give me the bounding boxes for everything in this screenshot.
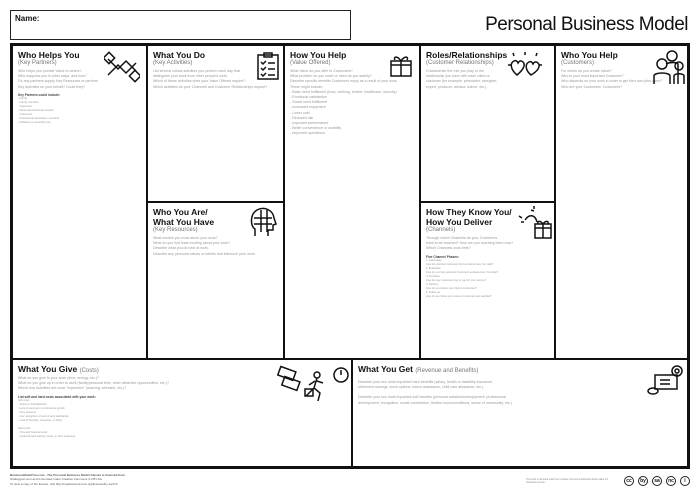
license-note: This work is licensed under the Creative Commons Attribution-Share Alike 3.0 Unported License. (526, 477, 609, 484)
list-item: - Lack of flexibility, resources, or ability (18, 418, 63, 422)
list-title: Five Channel Phases: (426, 254, 459, 259)
list-item: - Customers (18, 112, 33, 116)
cc-icon: cc (624, 476, 634, 486)
block-prompt: - Basic need fulfillment (food, clothing, shelter, healthcare, security) (290, 89, 397, 94)
gift-icon (390, 53, 412, 77)
block-prompt: What excites you most about your work? (153, 236, 218, 240)
block-title: What You Get (Revenue and Benefits) (358, 364, 479, 374)
block-prompt: - Improved operations (290, 131, 325, 136)
head-icon (249, 206, 277, 238)
block-prompt: Who supports you in other ways, and how? (18, 74, 87, 79)
info-icon: i (680, 476, 690, 486)
list-item: How do you follow up to ensure Customers are satisfied? (426, 294, 492, 298)
block-revenue[interactable] (352, 359, 688, 467)
hearts-icon (507, 51, 543, 81)
list-item: How do you deliver your help to Customers? (426, 286, 478, 290)
people-icon (652, 50, 686, 86)
block-title: Who You Help (561, 50, 618, 60)
list-item: Soft costs (18, 398, 30, 402)
footer-line: Strategyzer.com and is licensed under Creative Commons 3.0 BY-SA (10, 477, 102, 482)
block-prompt: What Value do you offer to Customers? (290, 69, 353, 73)
sa-icon: sa (652, 476, 662, 486)
list-title: Key Partners could include: (18, 92, 61, 97)
block-subtitle: (Key Partners) (18, 60, 57, 66)
handshake-icon (104, 51, 140, 83)
block-prompt: Key Activities on your behalf? Could they? (18, 84, 86, 89)
block-prompt: - Social need fulfillment (290, 100, 328, 105)
clipboard-icon (257, 52, 279, 80)
block-subtitle: (Costs) (79, 368, 99, 374)
block-prompt: What problem do you solve or need do you satisfy? (290, 74, 372, 79)
block-prompt: retirement savings, stock options, tuition assistance, child care allowance, etc.). (358, 385, 485, 390)
block-prompt: Through which Channels do your Customers (426, 236, 498, 240)
list-item: How do potential Customers find out about How You Help? (426, 262, 494, 266)
list-item: 4. Delivery (426, 282, 439, 286)
block-title: How You Help (290, 50, 347, 60)
list-item: 5. Follow-up (426, 290, 441, 294)
block-title: How You Deliver (426, 217, 493, 227)
block-prompt: Do any partners supply Key Resources or perform (18, 79, 98, 84)
block-prompt: Which Key Activities are most "expensive" (draining, stressful, etc.)? (18, 386, 127, 391)
list-item: - Family (18, 96, 28, 100)
footer-credits (10, 473, 125, 486)
list-item: How do new Customers buy or pay for your service? (426, 278, 487, 282)
list-item: - Unreimbursed training, travel, or other expenses (18, 434, 76, 438)
block-prompt: customer (for example: persuader, caregiver, (426, 79, 498, 84)
block-prompt: relationship you have with each client or (426, 74, 490, 79)
block-subtitle: (Key Activities) (153, 60, 193, 66)
block-prompt: - Improved performance (290, 121, 329, 126)
list-item: - Professional association members (18, 116, 60, 120)
block-prompt: What do you give to your work (time, energy, etc.)? (18, 376, 100, 380)
list-item: - Low recognition or lack of work satisfaction (18, 414, 69, 418)
block-subtitle: (Channels) (426, 227, 456, 233)
money-running-clock-icon (277, 365, 349, 405)
block-customers[interactable] (555, 45, 688, 359)
canvas-grid (10, 43, 690, 469)
list-item: 1. Awareness (426, 258, 442, 262)
block-prompt: Describe specific benefits Customers enjoy as a result of your work. (290, 79, 398, 84)
name-label: Name: (15, 14, 40, 23)
delivery-gift-icon (517, 206, 553, 242)
name-field[interactable] (10, 10, 351, 40)
block-key-partners[interactable] (12, 45, 147, 359)
block-prompt: Characterize the role you play or the (426, 69, 484, 73)
block-value-offered[interactable] (284, 45, 420, 359)
block-prompt: Who depends on your work in order to get their own jobs done? (561, 79, 663, 84)
block-title: What You Give (Costs) (18, 364, 99, 374)
block-prompt: want to be reached? How are you reaching them now? (426, 241, 514, 246)
block-prompt: - Better convenience or usability (290, 126, 342, 131)
block-subtitle: (Customer Relationships) (426, 60, 494, 66)
nc-icon: nc (666, 476, 676, 486)
block-title: Roles/Relationships (426, 50, 508, 60)
block-prompt: Who is your most important Customer? (561, 74, 624, 79)
list-title: List soft and hard costs associated with your work: (18, 394, 96, 399)
block-prompt: - Lower cost (290, 110, 310, 115)
block-prompt: Describe your two most important soft benefits (personal satisfaction/enjoyment, professional (358, 395, 506, 400)
block-prompt: These might include: (290, 84, 324, 89)
block-subtitle: (Customers) (561, 60, 595, 66)
block-prompt: distinguish your work from other people's work. (153, 74, 228, 79)
block-prompt: development, recognition, social contribution, flexible hours/conditions, sense of community, etc.). (358, 400, 513, 405)
block-prompt: Who are your Customers' Customers? (561, 84, 623, 89)
list-item: - Stress or dissatisfaction (18, 402, 47, 406)
block-prompt: - Emotional satisfaction (290, 95, 328, 100)
list-item: 3. Purchase (426, 274, 440, 278)
block-prompt: What do you find least exciting about your work? (153, 241, 231, 246)
block-prompt: Which activities do your Channels and Customer Relationships require? (153, 84, 268, 89)
block-prompt: Who helps you provide Value to others? (18, 69, 82, 73)
page-title: Personal Business Model (485, 14, 688, 35)
footer-line: To view a copy of the license, visit http://creativecommons.org/licenses/by-sa/3.0/ (10, 481, 118, 486)
list-item: - Lack of personal or professional growth (18, 406, 65, 410)
block-title: How They Know You/ (426, 207, 512, 217)
block-title: Who You Are/ (153, 207, 208, 217)
block-title: What You Do (153, 50, 206, 60)
list-item: - Time pressure (18, 410, 37, 414)
block-prompt: What do you give up in order to work (family/personal time, other attractive opportunities, etc.)? (18, 381, 170, 386)
block-prompt: - Reduced risk (290, 115, 314, 120)
footer-line: BusinessModelYou.com - The Personal Business Model Canvas is licensed from (10, 473, 125, 477)
list-item: 2. Evaluation (426, 266, 441, 270)
block-prompt: Which of these activities does your Value Offered require? (153, 79, 246, 84)
block-prompt: For whom do you create Value? (561, 69, 612, 73)
block-subtitle: (Value Offered) (290, 60, 331, 66)
block-subtitle: (Key Resources) (153, 227, 198, 233)
block-title: Who Helps You (18, 50, 80, 60)
list-item: - Family members (18, 100, 39, 104)
block-subtitle: (Revenue and Benefits) (415, 368, 479, 374)
list-item: How do you help potential Customers evaluate How You Help? (426, 270, 499, 274)
block-title: What You Have (153, 217, 215, 227)
block-prompt: expert, producer, advisor, trainer, etc.). (426, 84, 488, 89)
list-item: - Mentors/professional network (18, 108, 54, 112)
block-prompt: Describe your two most important hard benefits (salary, health or disability insurance, (358, 380, 494, 384)
list-item: - Time and financial costs (18, 430, 48, 434)
list-item: - Relatives or secondary ties (18, 120, 51, 124)
certificate-icon (647, 363, 683, 397)
list-item: - Supervisor (18, 104, 32, 108)
block-prompt: Which Channels work best? (426, 246, 471, 251)
list-item: Hard costs (18, 426, 31, 430)
block-prompt: - Increased enjoyment (290, 105, 326, 110)
by-icon: by (638, 476, 648, 486)
license-badges (526, 476, 690, 486)
block-prompt: Describe any personal values or beliefs that influence your work. (153, 251, 256, 256)
block-prompt: Describe what you do best at work. (153, 246, 209, 251)
block-prompt: List several critical activities you perform each day that (153, 69, 240, 73)
